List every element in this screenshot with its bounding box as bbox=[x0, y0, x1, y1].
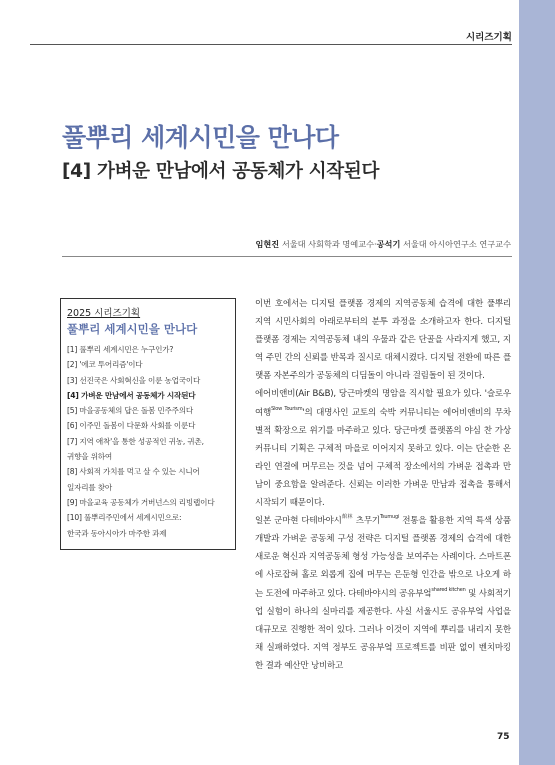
sidebox-item-current: [4] 가벼운 만남에서 공동체가 시작된다 bbox=[67, 390, 196, 400]
body-superscript: 館林 bbox=[341, 514, 353, 521]
body-superscript: Tsumugi bbox=[379, 514, 400, 521]
sidebox-item: [6] 이주민 돌봄이 다문화 사회를 이룬다 bbox=[67, 421, 196, 431]
author-divider bbox=[62, 256, 512, 257]
sidebox-item: 일자리를 찾아 bbox=[67, 482, 113, 492]
sidebox-item: [1] 풀뿌리 세계시민은 누구인가? bbox=[67, 345, 174, 354]
author2-name: 공석기 bbox=[376, 239, 401, 249]
series-sidebox bbox=[60, 298, 236, 550]
body-paragraph-1: 이번 호에서는 디지털 플랫폼 경제의 지역공동체 습격에 대한 풀뿌리 지역 시민사회의 아래로부터의 분투 과정을 소개하고자 한다. 디지털 플랫폼 경제는 지역공동체 내의 우물과 같은 단골을 사라지게 했고, 지역 주민 간의 신뢰를 반목과 질시로 대체시켰다. 디지털 전환에 따른 플랫폼 자본주의가 공동체의 디딤돌이 아니라 걸림돌이 된 것이다. bbox=[255, 299, 511, 382]
sidebox-item: [10] 풀뿌리주민에서 세계시민으로: bbox=[67, 513, 182, 523]
page-number: 75 bbox=[497, 732, 510, 742]
sidebox-item: [5] 마을공동체의 답은 돌봄 민주주의다 bbox=[67, 406, 194, 416]
sidebox-item: 귀향을 위하여 bbox=[67, 452, 113, 462]
body-paragraph-2: 에어비앤비(Air B&B), 당근마켓의 명암을 직시할 필요가 있다. '슬로우 여행$^{Slow Tourism}$'의 대명사인 교토의 숙박 커뮤니티는 에어비앤비의 무차별적 확장으로 위기를 마주하고 있다. 당근마켓 플랫폼의 야심 찬 가상 커뮤니티 기획은 구체적 마을로 이어지지 못하고 있다. 이는 단순한 온라인 연결에 머무르는 것을 넘어 구체적 장소에서의 가벼운 접촉과 만남이 중요함을 알려준다. 신뢰는 이러한 가벼운 만남과 접촉을 통해서 시작되기 때문이다. bbox=[255, 389, 511, 509]
author1-name: 임현진 bbox=[255, 239, 280, 249]
body-paragraph-3: 일본 군마현 다테바야시$^{館林}$ 츠무기$^{Tsumugi}$ 전통을 활용한 지역 특색 상품 개발과 가벼운 공동체 구성 전략은 디지털 플랫폼 경제의 습격에 대한 새로운 혁신과 지역공동체 형성 가능성을 보여주는 사례이다. 스마트폰에 사로잡혀 홀로 외롭게 집에 머무는 은둔형 인간을 밖으로 나오게 하는 도전에 마주하고 있다. 다테바야시의 공유부엌$^{shared kitchen}$ 및 사회적기업 실험이 하나의 실마리를 제공한다. 사실 서울시도 공유부엌 사업을 대규모로 진행한 적이 있다. 그러나 이것이 지역에 뿌리를 내리지 못한 채 실패하였다. 지역 정부도 공유부엌 프로젝트를 비판 없이 벤치마킹한 결과 예산만 낭비하고 bbox=[255, 514, 511, 671]
sidebox-year-label: 2025 시리즈기획 bbox=[67, 308, 141, 319]
series-label: 시리즈기획 bbox=[466, 32, 512, 43]
sidebox-title: 풀뿌리 세계시민을 만나다 bbox=[67, 322, 198, 336]
body-superscript: shared kitchen bbox=[431, 586, 466, 593]
header-divider bbox=[30, 44, 512, 45]
body-superscript: Slow Tourism bbox=[271, 405, 303, 412]
article-title: 풀뿌리 세계시민을 만나다 bbox=[62, 123, 339, 152]
author2-affiliation: 서울대 아시아연구소 연구교수 bbox=[402, 239, 511, 249]
article-subtitle: [4] 가벼운 만남에서 공동체가 시작된다 bbox=[62, 161, 380, 182]
sidebox-item: [9] 마을교육 공동체가 거버넌스의 리빙랩이다 bbox=[67, 497, 215, 507]
sidebox-item: [3] 선진국은 사회혁신을 이룬 농업국이다 bbox=[67, 375, 201, 385]
sidebox-list bbox=[67, 342, 229, 541]
author-line bbox=[255, 239, 511, 250]
side-color-bar bbox=[519, 0, 555, 765]
sidebox-item: [2] '에코 투어리즘'이다 bbox=[67, 360, 143, 370]
sidebox-item: [8] 사회적 가치를 먹고 살 수 있는 시니어 bbox=[67, 467, 200, 477]
article-body bbox=[255, 295, 511, 675]
sidebox-item: 한국과 동아시아가 마주한 과제 bbox=[67, 528, 167, 538]
author1-affiliation: 서울대 사회학과 명예교수· bbox=[281, 239, 377, 249]
sidebox-item: [7] 지역 애착'을 통한 성공적인 귀농, 귀촌, bbox=[67, 436, 204, 446]
